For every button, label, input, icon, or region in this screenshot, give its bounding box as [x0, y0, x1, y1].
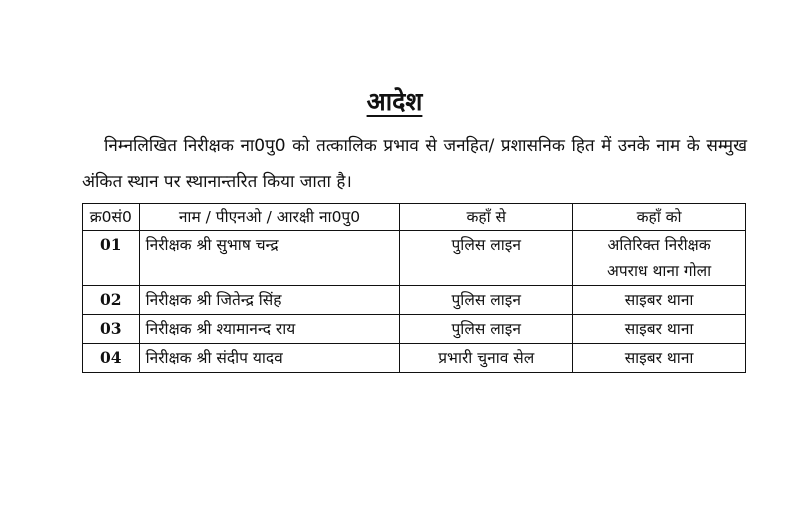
document-title-text: आदेश [366, 87, 423, 116]
table-row [83, 315, 746, 344]
row-to: साइबर थाना [573, 344, 746, 373]
row-name: निरीक्षक श्री जितेन्द्र सिंह [139, 286, 400, 315]
row-to [573, 231, 746, 286]
row-serial: 04 [83, 344, 140, 373]
row-to: साइबर थाना [573, 286, 746, 315]
table-row [83, 286, 746, 315]
row-serial: 01 [83, 231, 140, 286]
header-to: कहाँ को [573, 204, 746, 231]
table-row [83, 231, 746, 286]
row-name: निरीक्षक श्री संदीप यादव [139, 344, 400, 373]
row-to-line1: अतिरिक्त निरीक्षक [607, 236, 711, 254]
transfer-table [82, 203, 746, 373]
row-name: निरीक्षक श्री श्यामानन्द राय [139, 315, 400, 344]
row-from: पुलिस लाइन [400, 286, 573, 315]
table-row [83, 344, 746, 373]
row-to-line2: अपराध थाना गोला [606, 262, 712, 280]
row-serial: 02 [83, 286, 140, 315]
document-title [0, 84, 789, 118]
row-to: साइबर थाना [573, 315, 746, 344]
header-serial: क्र0सं0 [83, 204, 140, 231]
row-name: निरीक्षक श्री सुभाष चन्द्र [139, 231, 400, 286]
row-serial: 03 [83, 315, 140, 344]
header-name: नाम / पीएनओ / आरक्षी ना0पु0 [139, 204, 400, 231]
row-from: प्रभारी चुनाव सेल [400, 344, 573, 373]
table-header-row [83, 204, 746, 231]
row-from: पुलिस लाइन [400, 231, 573, 286]
order-paragraph: निम्नलिखित निरीक्षक ना0पु0 को तत्कालिक प्रभाव से जनहित/ प्रशासनिक हित में उनके नाम के सम्मुख अंकित स्थान पर स्थानान्तरित किया जाता है। [82, 136, 747, 192]
row-from: पुलिस लाइन [400, 315, 573, 344]
header-from: कहाँ से [400, 204, 573, 231]
